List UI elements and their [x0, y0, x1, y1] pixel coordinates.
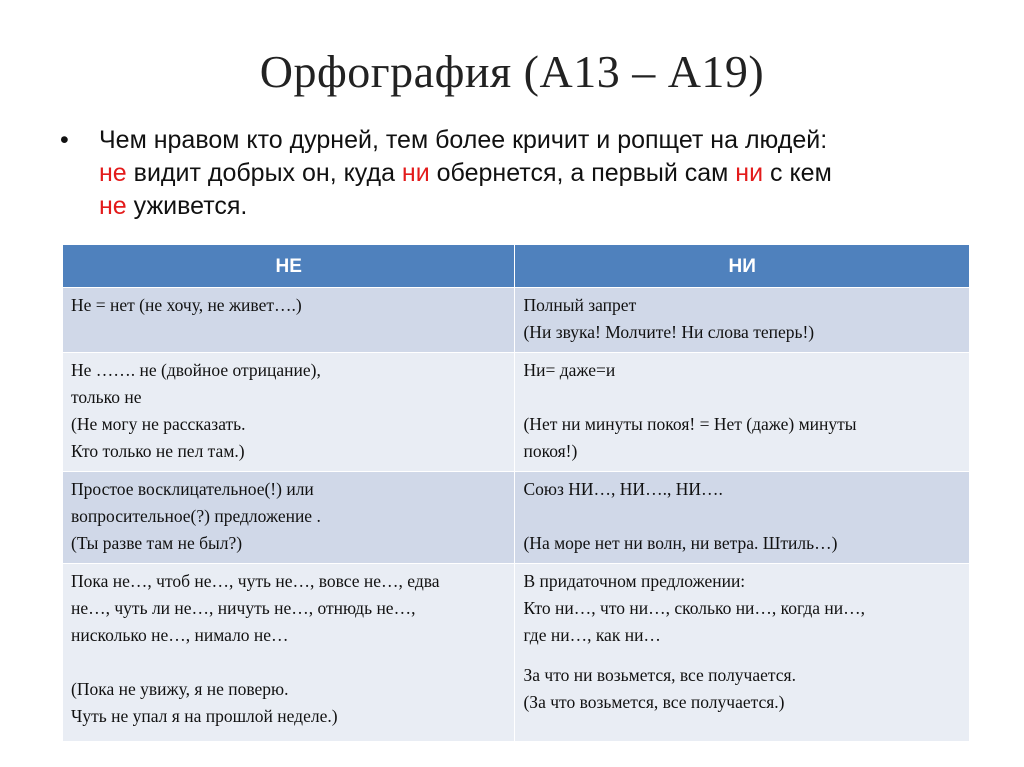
bullet-paragraph — [60, 124, 960, 223]
cell-line: Кто только не пел там.) — [71, 441, 245, 461]
ni-cell — [515, 564, 970, 742]
table-row — [63, 288, 970, 353]
table-row — [63, 353, 970, 472]
cell-line: Не = нет (не хочу, не живет….) — [71, 295, 302, 315]
cell-line: Союз НИ…, НИ…., НИ…. — [523, 479, 723, 499]
cell-line: вопросительное(?) предложение . — [71, 506, 321, 526]
quote-segment: видит добрых он, куда — [126, 159, 402, 187]
highlight-ne: не — [99, 159, 127, 187]
cell-line: (За что возьмется, все получается.) — [523, 692, 785, 712]
quote-segment: уживется. — [126, 192, 248, 220]
cell-line: (Пока не увижу, я не поверю. — [71, 679, 289, 699]
cell-line: Полный запрет — [523, 295, 637, 315]
quote-segment: с кем — [763, 159, 832, 187]
cell-line: В придаточном предложении: — [523, 571, 746, 591]
ni-cell — [515, 288, 970, 353]
cell-line: только не — [71, 387, 142, 407]
cell-line: нисколько не…, нимало не… — [71, 625, 289, 645]
cell-gap — [523, 649, 961, 662]
cell-line: Кто ни…, что ни…, сколько ни…, когда ни…, — [523, 598, 865, 618]
ne-cell — [63, 472, 515, 564]
rules-table — [62, 244, 970, 742]
cell-gap — [71, 649, 506, 676]
cell-gap — [523, 384, 961, 411]
highlight-ni: ни — [735, 159, 764, 187]
ne-cell — [63, 564, 515, 742]
cell-line: Чуть не упал я на прошлой неделе.) — [71, 706, 338, 726]
highlight-ne: не — [99, 192, 127, 220]
highlight-ni: ни — [401, 159, 430, 187]
cell-line: Пока не…, чтоб не…, чуть не…, вовсе не…, едва — [71, 571, 440, 591]
cell-line: Простое восклицательное(!) или — [71, 479, 314, 499]
cell-line: (Ни звука! Молчите! Ни слова теперь!) — [523, 322, 815, 342]
cell-line: Ни= даже=и — [523, 360, 616, 380]
cell-line: покоя!) — [523, 441, 578, 461]
bullet-marker: • — [60, 126, 69, 154]
header-ni: НИ — [515, 245, 970, 288]
quote-segment: обернется, а первый сам — [429, 159, 736, 187]
quote-text — [99, 124, 960, 223]
quote-line-1: Чем нравом кто дурней, тем более кричит и ропщет на людей: — [99, 126, 828, 154]
table-row — [63, 472, 970, 564]
table-row — [63, 564, 970, 742]
cell-line: не…, чуть ли не…, ничуть не…, отнюдь не…, — [71, 598, 416, 618]
cell-line: За что ни возьмется, все получается. — [523, 665, 796, 685]
cell-gap — [523, 503, 961, 530]
ni-cell — [515, 472, 970, 564]
ne-cell — [63, 353, 515, 472]
cell-line: (Нет ни минуты покоя! = Нет (даже) минуты — [523, 414, 857, 434]
cell-line: (Не могу не рассказать. — [71, 414, 246, 434]
cell-line: где ни…, как ни… — [523, 625, 661, 645]
cell-line: Не ……. не (двойное отрицание), — [71, 360, 321, 380]
ni-cell — [515, 353, 970, 472]
cell-line: (Ты разве там не был?) — [71, 533, 243, 553]
header-ne: НЕ — [63, 245, 515, 288]
slide-title: Орфография (А13 – А19) — [259, 46, 765, 97]
cell-line: (На море нет ни волн, ни ветра. Штиль…) — [523, 533, 838, 553]
table-header-row — [63, 245, 970, 288]
ne-cell — [63, 288, 515, 353]
